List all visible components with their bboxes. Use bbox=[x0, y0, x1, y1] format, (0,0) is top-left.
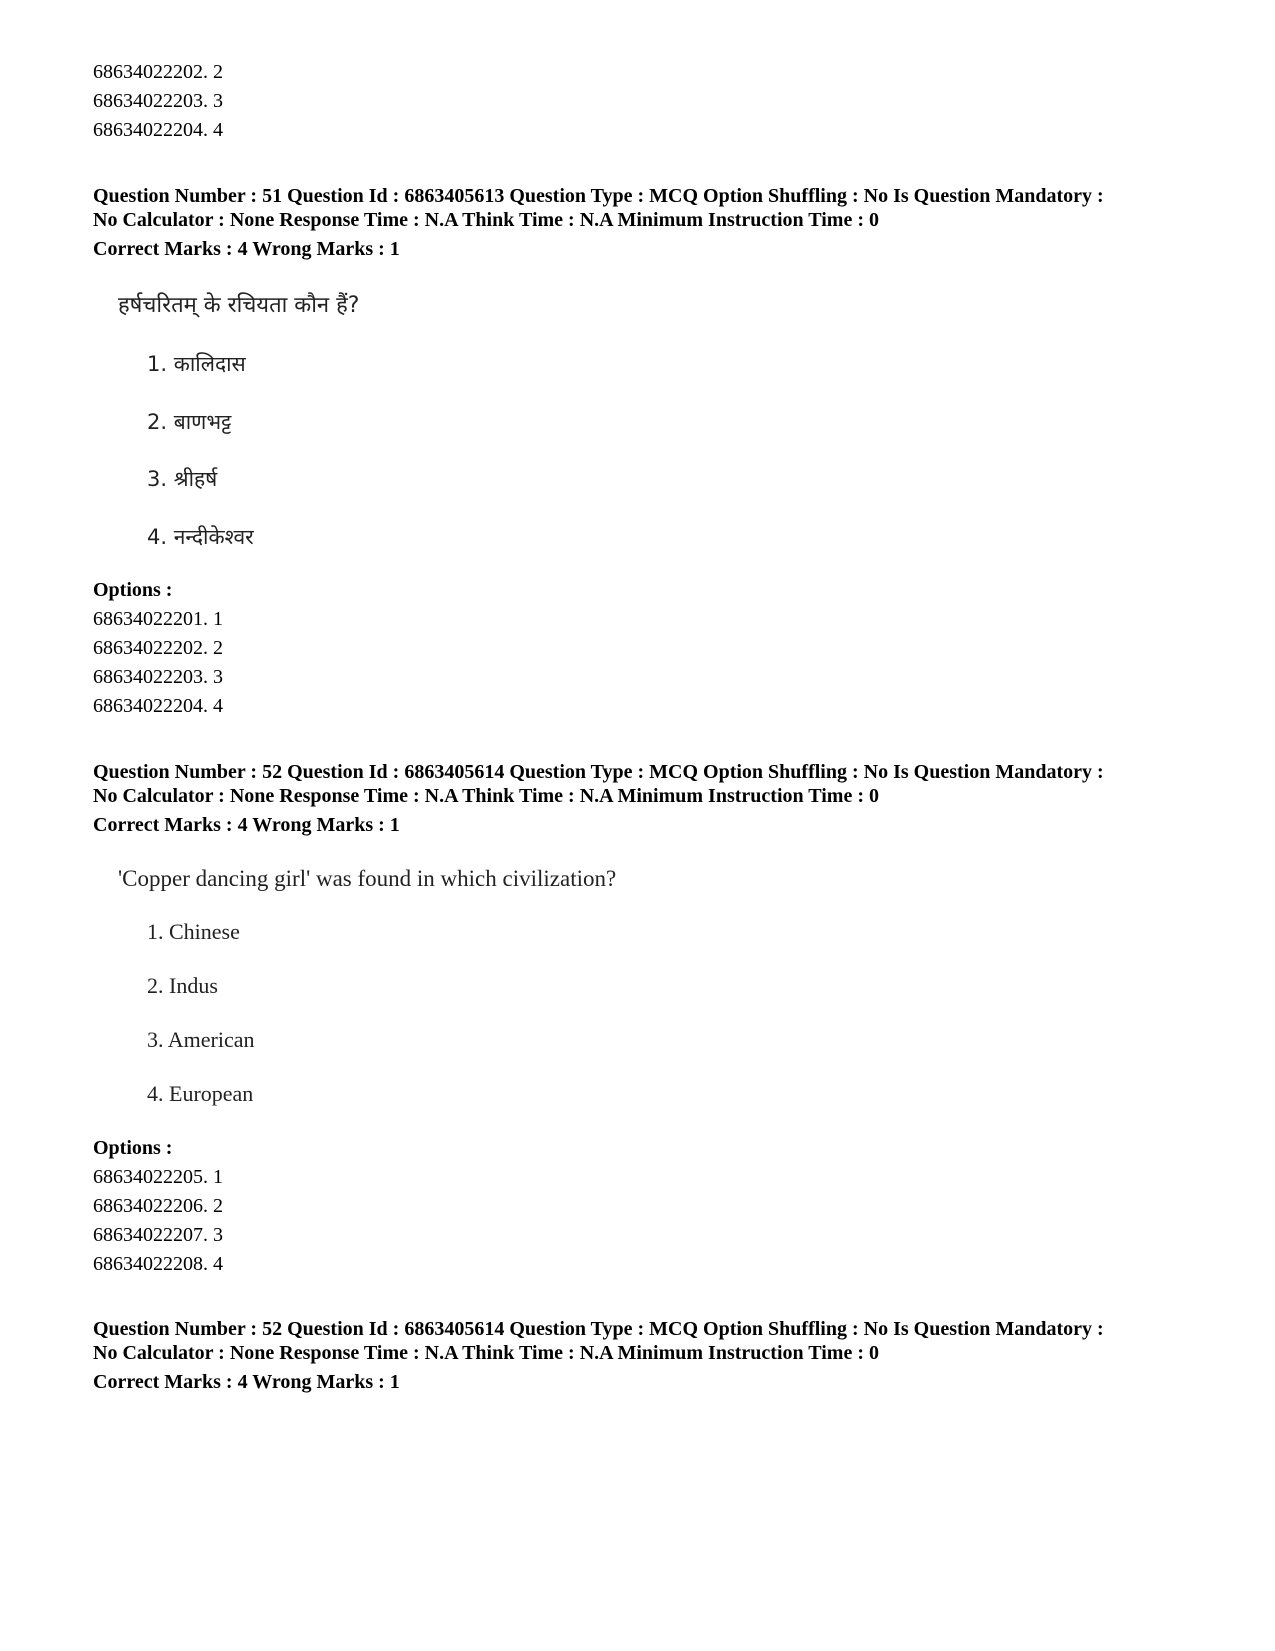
question-51-options-label: Options : bbox=[93, 579, 173, 601]
option-line: 68634022208. 4 bbox=[93, 1253, 223, 1275]
question-52-choice: 3. American bbox=[147, 1027, 255, 1052]
question-52-text: 'Copper dancing girl' was found in which civilization? bbox=[118, 866, 617, 891]
option-line: 68634022207. 3 bbox=[93, 1224, 223, 1246]
option-line: 68634022203. 3 bbox=[93, 666, 223, 688]
question-52-repeat-marks: Correct Marks : 4 Wrong Marks : 1 bbox=[93, 1371, 400, 1393]
question-51-choice: 3. श्रीहर्ष bbox=[147, 467, 218, 491]
question-52-repeat-header-line2: No Calculator : None Response Time : N.A Think Time : N.A Minimum Instruction Time : 0 bbox=[93, 1342, 879, 1364]
question-52-choice: 2. Indus bbox=[147, 973, 218, 998]
option-line: 68634022204. 4 bbox=[93, 695, 223, 717]
option-line: 68634022205. 1 bbox=[93, 1166, 223, 1188]
option-line: 68634022202. 2 bbox=[93, 61, 223, 83]
question-51-text: हर्षचरितम् के रचियता कौन हैं? bbox=[118, 293, 360, 318]
option-line: 68634022203. 3 bbox=[93, 90, 223, 112]
question-52-repeat-header-line1: Question Number : 52 Question Id : 6863405614 Question Type : MCQ Option Shuffling : No Is Question Mandatory : bbox=[93, 1318, 1104, 1340]
question-51-header-line1: Question Number : 51 Question Id : 6863405613 Question Type : MCQ Option Shuffling : No Is Question Mandatory : bbox=[93, 185, 1104, 207]
question-51-choice: 4. नन्दीकेश्वर bbox=[147, 525, 254, 549]
option-line: 68634022204. 4 bbox=[93, 119, 223, 141]
question-52-choice: 1. Chinese bbox=[147, 919, 240, 944]
question-52-options-label: Options : bbox=[93, 1137, 173, 1159]
question-52-choice: 4. European bbox=[147, 1081, 254, 1106]
option-line: 68634022201. 1 bbox=[93, 608, 223, 630]
question-51-choice: 1. कालिदास bbox=[147, 352, 246, 376]
option-line: 68634022202. 2 bbox=[93, 637, 223, 659]
option-line: 68634022206. 2 bbox=[93, 1195, 223, 1217]
question-51-header-line2: No Calculator : None Response Time : N.A Think Time : N.A Minimum Instruction Time : 0 bbox=[93, 209, 879, 231]
question-51-choice: 2. बाणभट्ट bbox=[147, 410, 232, 434]
question-52-marks: Correct Marks : 4 Wrong Marks : 1 bbox=[93, 814, 400, 836]
question-51-marks: Correct Marks : 4 Wrong Marks : 1 bbox=[93, 238, 400, 260]
question-52-header-line1: Question Number : 52 Question Id : 6863405614 Question Type : MCQ Option Shuffling : No Is Question Mandatory : bbox=[93, 761, 1104, 783]
question-52-header-line2: No Calculator : None Response Time : N.A Think Time : N.A Minimum Instruction Time : 0 bbox=[93, 785, 879, 807]
